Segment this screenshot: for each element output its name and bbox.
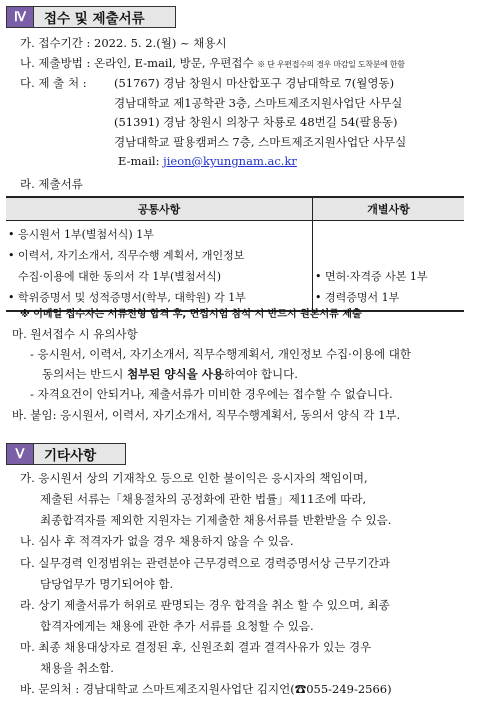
submission-method-note: ※ 단 우편접수의 경우 마감일 도착분에 한함 — [257, 60, 405, 69]
common-header: 공통사항 — [6, 197, 313, 221]
submission-method — [20, 56, 405, 72]
other-item: 제출된 서류는「채용절차의 공정화에 관한 법률」제11조에 따라, — [40, 492, 367, 506]
address-line: (51391) 경남 창원시 의창구 차룡로 48번길 54(팔용동) — [114, 115, 398, 129]
list-item: • 이력서, 자기소개서, 직무수행 계획서, 개인정보 — [8, 249, 245, 262]
documents-label: 라. 제출서류 — [20, 177, 83, 191]
other-item: 합격자에게는 채용에 관한 추가 서류를 요청할 수 있음. — [40, 619, 314, 633]
section-5-number: Ⅴ — [6, 443, 34, 465]
email-label: E-mail: — [118, 154, 160, 168]
list-item: • 응시원서 1부(별첨서식) 1부 — [8, 228, 154, 241]
notice-item: - 응시원서, 이력서, 자기소개서, 직무수행계획서, 개인정보 수집·이용에 대한 — [30, 347, 412, 361]
section-4-number: Ⅳ — [6, 6, 34, 28]
submission-method-text: 나. 제출방법 : 온라인, E-mail, 방문, 우편접수 — [20, 56, 254, 70]
other-item: 다. 실무경력 인정범위는 관련분야 근무경력으로 경력증명서상 근무기간과 — [20, 556, 390, 570]
receipt-period: 가. 접수기간 : 2022. 5. 2.(월) ~ 채용시 — [20, 36, 227, 50]
other-item: 나. 심사 후 적격자가 없을 경우 채용하지 않을 수 있음. — [20, 534, 294, 548]
table-header-row — [6, 197, 464, 221]
section-5-title: 기타사항 — [34, 443, 126, 465]
table-row — [6, 221, 464, 312]
list-item: • 면허·자격증 사본 1부 — [315, 270, 428, 283]
individual-cell — [313, 221, 465, 312]
notice-title: 마. 원서접수 시 유의사항 — [12, 327, 138, 341]
section-5-heading — [6, 443, 126, 465]
documents-table — [6, 196, 464, 312]
section-4-title: 접수 및 제출서류 — [34, 6, 176, 28]
section-4-heading — [6, 6, 176, 28]
list-item: 수집·이용에 대한 동의서 각 1부(별첨서식) — [18, 270, 222, 283]
email-row — [118, 154, 297, 168]
address-line: (51767) 경남 창원시 마산합포구 경남대학로 7(월영동) — [114, 76, 395, 90]
address-line: 경남대학교 팔용캠퍼스 7층, 스마트제조지원사업단 사무실 — [114, 135, 407, 149]
list-item: • 학위증명서 및 성적증명서(학부, 대학원) 각 1부 — [8, 291, 246, 304]
other-item: 최종합격자를 제외한 지원자는 기제출한 채용서류를 반환받을 수 있음. — [40, 513, 392, 527]
contact-info: 바. 문의처 : 경남대학교 스마트제조지원사업단 김지언(☎055-249-2566) — [20, 682, 392, 696]
notice-item: - 자격요건이 안되거나, 제출서류가 미비한 경우에는 접수할 수 없습니다. — [30, 387, 393, 401]
individual-header: 개별사항 — [313, 197, 465, 221]
attachments: 바. 붙임: 응시원서, 이력서, 자기소개서, 직무수행계획서, 동의서 양식 각 1부. — [12, 408, 401, 422]
list-item: • 경력증명서 1부 — [315, 291, 400, 304]
other-item: 담당업무가 명기되어야 함. — [40, 577, 174, 591]
address-line: 경남대학교 제1공학관 3층, 스마트제조지원사업단 사무실 — [114, 96, 403, 110]
notice-text: 하여야 합니다. — [223, 367, 298, 381]
other-item: 마. 최종 채용대상자로 결정된 후, 신원조회 결과 결격사유가 있는 경우 — [20, 640, 372, 654]
other-item: 가. 응시원서 상의 기재착오 등으로 인한 불이익은 응시자의 책임이며, — [20, 471, 368, 485]
other-item: 라. 상기 제출서류가 허위로 판명되는 경우 합격을 취소 할 수 있으며, 최종 — [20, 598, 390, 612]
notice-item — [42, 367, 298, 381]
other-item: 채용을 취소함. — [40, 661, 114, 675]
email-link[interactable]: jieon@kyungnam.ac.kr — [163, 154, 297, 168]
notice-emphasis: 첨부된 양식을 사용 — [127, 367, 224, 381]
address-label: 다. 제 출 처 : — [20, 76, 87, 90]
email-applicant-note: ※ 이메일 접수자는 서류전형 합격 후, 면접시험 참석 시 반드시 원본서류 제출 — [20, 309, 362, 320]
notice-text: 동의서는 반드시 — [42, 367, 128, 381]
common-cell — [6, 221, 313, 312]
